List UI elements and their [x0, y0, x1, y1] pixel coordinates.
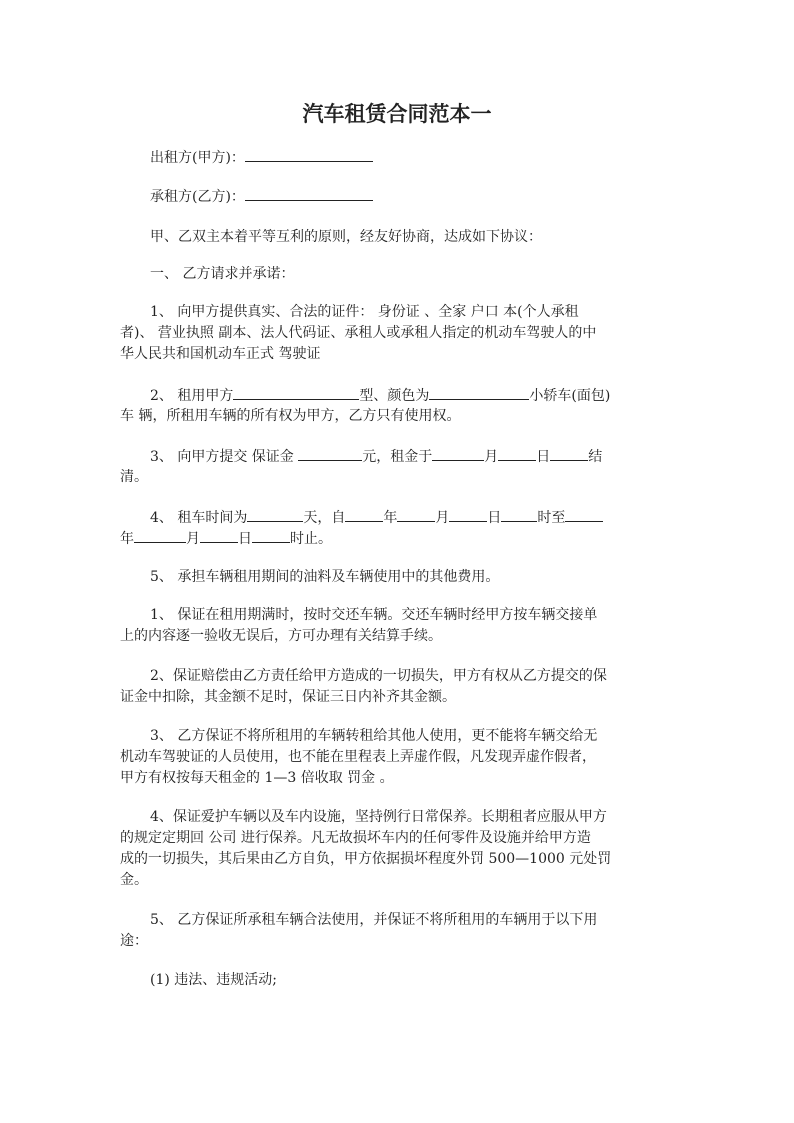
end-hour-blank[interactable] — [252, 528, 290, 543]
clause-text: 华人民共和国机动车正式 驾驶证 — [120, 346, 321, 362]
text: 月 — [435, 510, 450, 526]
day-blank[interactable] — [498, 446, 536, 461]
clause-text: 甲方有权按每天租金的 1—3 倍收取 罚金 。 — [120, 770, 394, 786]
text: 月 — [484, 449, 499, 465]
clause-text: 1、 保证在租用期满时，按时交还车辆。交还车辆时经甲方按车辆交接单 — [150, 607, 598, 623]
end-day-blank[interactable] — [200, 528, 238, 543]
clause-text: 上的内容逐一验收无误后，方可办理有关结算手续。 — [120, 628, 442, 644]
section-heading: 一、 乙方请求并承诺： — [150, 266, 295, 282]
clause-text: 4、保证爱护车辆以及车内设施，坚持例行日常保养。长期租者应服从甲方 — [150, 809, 607, 825]
clause-text: 金。 — [120, 872, 148, 888]
hour-blank[interactable] — [501, 507, 537, 522]
clause-text: 机动车驾驶证的人员使用，也不能在里程表上弄虚作假，凡发现弄虚作假者， — [120, 749, 596, 765]
lessee-line — [150, 186, 373, 206]
clause-text: 成的一切损失，其后果由乙方自负，甲方依据损坏程度外罚 500—1000 元处罚 — [120, 851, 612, 867]
clause-text: 者)、 营业执照 副本、法人代码证、承租人或承租人指定的机动车驾驶人的中 — [120, 325, 597, 341]
lessee-blank[interactable] — [245, 186, 373, 201]
end-month-blank[interactable] — [134, 528, 186, 543]
clause-text: 5、 乙方保证所承租车辆合法使用，并保证不将所租用的车辆用于以下用 — [150, 912, 598, 928]
clause-text: 途： — [120, 933, 148, 949]
clause-text: 5、 承担车辆租用期间的油料及车辆使用中的其他费用。 — [150, 569, 500, 585]
lessor-blank[interactable] — [245, 147, 373, 162]
clause-text: 清。 — [120, 469, 148, 485]
end-year-blank[interactable] — [565, 507, 603, 522]
lessor-line — [150, 147, 373, 167]
text: 日 — [487, 510, 502, 526]
text: 月 — [186, 531, 200, 547]
color-blank[interactable] — [429, 385, 529, 400]
clause-text: 车 辆，所租用车辆的所有权为甲方，乙方只有使用权。 — [120, 408, 461, 424]
text: 4、 租车时间为 — [150, 510, 248, 526]
intro: 甲、乙双主本着平等互利的原则，经友好协商，达成如下协议： — [150, 229, 542, 245]
text: 3、 向甲方提交 保证金 — [150, 449, 299, 465]
clause-text: 证金中扣除，其金额不足时，保证三日内补齐其金额。 — [120, 689, 456, 705]
clause-text: 1、 向甲方提供真实、合法的证件： 身份证 、全家 户口 本(个人承租 — [150, 304, 579, 320]
text: 结 — [588, 449, 603, 465]
text: 时至 — [537, 510, 566, 526]
model-blank[interactable] — [233, 385, 359, 400]
text: 日 — [536, 449, 551, 465]
month-blank[interactable] — [397, 507, 435, 522]
deposit-blank[interactable] — [298, 446, 362, 461]
clause-text: 的规定定期回 公司 进行保养。凡无故损坏车内的任何零件及设施并给甲方造 — [120, 830, 591, 846]
text: 小轿车(面包) — [529, 388, 611, 404]
text: 日 — [238, 531, 252, 547]
clause-deposit — [150, 446, 602, 466]
clause-period — [150, 507, 603, 527]
blank[interactable] — [550, 446, 588, 461]
lessee-label: 承租方(乙方)： — [150, 189, 245, 205]
clause-vehicle — [150, 385, 610, 405]
days-blank[interactable] — [247, 507, 303, 522]
clause-text: 2、保证赔偿由乙方责任给甲方造成的一切损失，甲方有权从乙方提交的保 — [150, 668, 607, 684]
text: 年 — [120, 531, 134, 547]
text: 2、 租用甲方 — [150, 388, 234, 404]
text: 型、颜色为 — [359, 388, 430, 404]
document-title: 汽车租赁合同范本一 — [302, 101, 492, 126]
text: 时止。 — [290, 531, 332, 547]
day-blank[interactable] — [449, 507, 487, 522]
list-item: (1) 违法、违规活动; — [150, 972, 277, 988]
text: 天，自 — [303, 510, 346, 526]
clause-text: 3、 乙方保证不将所租用的车辆转租给其他人使用，更不能将车辆交给无 — [150, 728, 598, 744]
month-blank[interactable] — [432, 446, 484, 461]
clause-period-end — [120, 528, 332, 548]
lessor-label: 出租方(甲方)： — [150, 150, 245, 166]
text: 年 — [383, 510, 398, 526]
text: 元，租金于 — [362, 449, 433, 465]
year-blank[interactable] — [345, 507, 383, 522]
